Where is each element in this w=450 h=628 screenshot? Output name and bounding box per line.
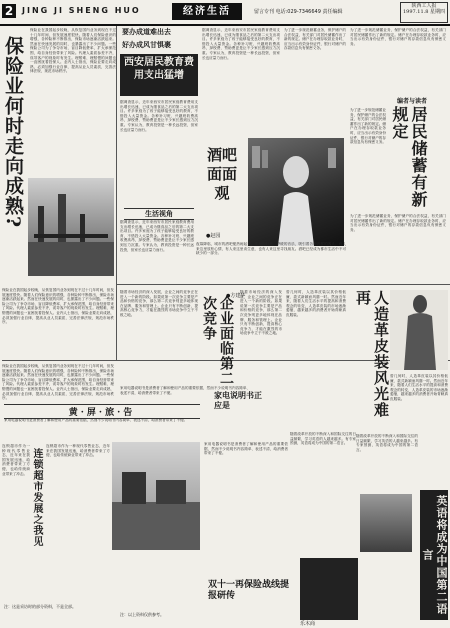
ad-row-text: 家用电器说明书是消费者了解和使用产品的重要依据，然而不少说明书内容简单、表述不清，给消费者带来了不便。 — [4, 418, 188, 422]
bar-photo-drawing — [248, 138, 344, 246]
leather-headline: 人造革皮装风光难再 — [354, 290, 390, 418]
lower-left-text: 保险业在我国起步较晚，从恢复国内业务到现在不过十几年时间，但发展速度很快。随着人们保险意识的增强，各种险种不断推出，保险市场逐渐活跃起来。然而在快速发展的同时，也暴露出了不少问题。一些保险公司为了争夺市场，盲目降低费率，扩大承保范围，给自身经营带来了风险。代理人素质参差不齐，误导客户的现象时有发生。理赔难、理赔慢的问题也一直困扰着投保人。业内人士指出，保险业要走向成熟，必须加强行业自律，提高从业人员素质，完善法律法规，规范市场秩序。 — [2, 364, 114, 401]
xian-headline: 西安居民教育费用支出猛增 — [120, 54, 198, 96]
ad-row-heading: 黄·屏·旅·告 — [4, 404, 200, 419]
insurance-body: 保险业在我国起步较晚，从恢复国内业务到现在不过十几年时间，但发展速度很快。随着人们保险意识的增强，各种险种不断推出，保险市场逐渐活跃起来。然而在快速发展的同时，也暴露出了不少问题。一些保险公司为了争夺市场，盲目降低费率，扩大承保范围，给自身经营带来了风险。代理人素质参差不齐，误导客户的现象时有发生。理赔难、理赔慢的问题也一直困扰着投保人。业内人士指出，保险业要走向成熟，必须加强行业自律，提高从业人员素质，完善法律法规，规范市场秩序。 — [30, 28, 116, 74]
insurance-body-continued: 保险业在我国起步较晚，从恢复国内业务到现在不过十几年时间，但发展速度很快。随着人们保险意识的增强，各种险种不断推出，保险市场逐渐活跃起来。然而在快速发展的同时，也暴露出了不少问题。一些保险公司为了争夺市场，盲目降低费率，扩大承保范围，给自身经营带来了风险。代理人素质参差不齐，误导客户的现象时有发生。理赔难、理赔慢的问题也一直困扰着投保人。业内人士指出，保险业要走向成熟，必须加强行业自律，提高从业人员素质，完善法律法规，规范市场秩序。 — [2, 288, 114, 325]
shopping-headline: 连锁超市发展之我见 — [31, 448, 42, 547]
product-photo — [300, 558, 358, 620]
insurance-headline: 保险业何时走向成熟? — [2, 36, 24, 229]
ad-caption: 乐木商 — [300, 621, 316, 627]
industrial-photo — [28, 178, 114, 276]
industrial-photo-drawing — [28, 178, 114, 276]
right-middle-text: 随着改革开放的不断深入和国际交往的日益频繁，学习英语的人越来越多。有专家预测，英语将成为中国的第二语言。 — [290, 432, 356, 446]
tv-body: 家用电器说明书是消费者了解和使用产品的重要依据，然而不少说明书内容简单、表述不清，给消费者带来了不便。 — [204, 442, 288, 456]
editor-reader-label: 编者与读者 — [396, 98, 427, 105]
fashion-model-photo — [390, 290, 448, 370]
section-label-life: 生活视角 — [124, 208, 194, 220]
caption-right: 注：以上资料仅供参考。 — [120, 612, 164, 617]
enterprise-body: 随着市场经济的深入发展，企业之间的竞争正在进入一个新的阶段。如果说第一次竞争主要是产品和价格的竞争，那么第二次竞争则更多地体现在品牌、服务和管理上。企业只有不断创新，提高核心竞争力，才能在激烈的市场竞争中立于不败之地。 — [240, 290, 282, 336]
leather-body-top: 曾几何时，人造革皮装以其价格低廉、款式新颖而风靡一时。然而近年来，随着人们生活水平的提高和消费观念的转变，人造革皮装的市场逐渐萎缩，越来越多的消费者开始青睐真皮服装。 — [286, 290, 346, 317]
logo-line-1: 陕西工人报 — [411, 3, 437, 9]
bar-body: 夜幕降临，城市的酒吧便热闹起来。柔和的灯光，舒缓的音乐，吸引着各种各样的客人。有人来这里放松心情，有人来这里谈生意，也有人来这里寻找朋友。酒吧已经成为都市生活中不可缺少的一部分。 — [196, 242, 346, 256]
xian-kicker-1: 要办成道难出去 — [122, 27, 171, 36]
residents-body-lower: 为了进一步规范储蓄业务，保护储户的合法权益，有关部门对居民储蓄作出了新的规定。储户在办理存取款业务时，应当出示有效身份证件，银行对储户的存款信息负有保密义务。 — [350, 214, 446, 232]
xian-kicker-2: 好办成风甘惧裹 — [122, 40, 171, 49]
newspaper-logo — [400, 2, 448, 23]
column-top-text-3: 为了进一步规范储蓄业务，保护储户的合法权益，有关部门对居民储蓄作出了新的规定。储户在办理存取款业务时，应当出示有效身份证件，银行对储户的存款信息负有保密义务。 — [350, 28, 446, 46]
residents-body: 为了进一步规范储蓄业务，保护储户的合法权益，有关部门对居民储蓄作出了新的规定。储户在办理存取款业务时，应当出示有效身份证件，银行对储户的存款信息负有保密义务。 — [350, 108, 386, 145]
fashion-model-drawing — [390, 290, 448, 370]
tv-body-top: 家用电器说明书是消费者了解和使用产品的重要依据，然而不少说明书内容简单、表述不清，给消费者带来了不便。 — [120, 386, 250, 395]
market-photo — [112, 442, 200, 550]
market-photo-drawing — [112, 442, 200, 550]
section-title: 经济生活 — [172, 3, 242, 20]
paper-name: JING JI SHENG HUO — [22, 6, 141, 15]
caption-left: 注：这是采访时的部分资料，不是全部。 — [4, 604, 76, 609]
page-number: 2 — [2, 4, 16, 18]
xian-body: 据调查显示，近年来西安市居民家庭教育费用支出增长迅速，已成为继食品之后的第二大支出项目。许多家庭为了孩子能够接受良好的教育，不惜投入大量资金。各种补习班、兴趣班收费高昂，择校费、赞助费更是让不少家长感到压力沉重。专家认为，教育投资是一种长远投资，但家长也应量力而行。 — [120, 100, 198, 132]
logo-line-2: 1997.11.8 星期四 — [402, 9, 446, 15]
bar-photo — [248, 138, 344, 246]
enterprise-headline: 企业面临第二次竞争 — [201, 296, 234, 386]
column-top-text-2: 为了进一步规范储蓄业务，保护储户的合法权益，有关部门对居民储蓄作出了新的规定。储户在办理存取款业务时，应当出示有效身份证件，银行对储户的存款信息负有保密义务。 — [284, 28, 346, 51]
tv-headline: 家电说明书正应是 — [214, 390, 262, 410]
life-body: 据调查显示，近年来西安市居民家庭教育费用支出增长迅速，已成为继食品之后的第二大支出项目。许多家庭为了孩子能够接受良好的教育，不惜投入大量资金。各种补习班、兴趣班收费高昂，择校费、赞助费更是让不少家长感到压力沉重。专家认为，教育投资是一种长远投资，但家长也应量力而行。 — [120, 220, 194, 252]
masthead — [0, 0, 450, 26]
bar-headline: 酒吧面面观 — [206, 146, 237, 202]
residents-headline: 居民储蓄有新规定 — [390, 106, 428, 208]
leather-body: 曾几何时，人造革皮装以其价格低廉、款式新颖而风靡一时。然而近年来，随着人们生活水平的提高和消费观念的转变，人造革皮装的市场逐渐萎缩，越来越多的消费者开始青睐真皮服装。 — [390, 374, 448, 401]
column-top-text: 据调查显示，近年来西安市居民家庭教育费用支出增长迅速，已成为继食品之后的第二大支出项目。许多家庭为了孩子能够接受良好的教育，不惜投入大量资金。各种补习班、兴趣班收费高昂，择校费、赞助费更是让不少家长感到压力沉重。专家认为，教育投资是一种长远投资，但家长也应量力而行。 — [202, 28, 280, 60]
warehouse-photo — [360, 494, 412, 552]
shopping-body: 连锁超市作为一种现代零售业态，近年来在我国发展迅速，给消费者带来了方便，也给传统商业带来了冲击。 — [46, 444, 110, 458]
shopping-body-left: 连锁超市作为一种现代零售业态，近年来在我国发展迅速，给消费者带来了方便，也给传统商业带来了冲击。 — [2, 444, 30, 476]
ad-headline: 双十一再保险战线提报研传 — [208, 580, 290, 601]
british-headline: 英语将成为中国第二语言 — [420, 490, 448, 620]
masthead-meta: 留言专刊 电话:029-7346649 责任编辑 — [254, 9, 343, 15]
enterprise-body-left: 随着市场经济的深入发展，企业之间的竞争正在进入一个新的阶段。如果说第一次竞争主要是产品和价格的竞争，那么第二次竞争则更多地体现在品牌、服务和管理上。企业只有不断创新，提高核心竞争力，才能在激烈的市场竞争中立于不败之地。 — [120, 290, 198, 317]
bar-byline: ●赵园 — [206, 233, 221, 239]
enterprise-byline: ●方建华 — [226, 293, 246, 299]
british-body: 随着改革开放的不断深入和国际交往的日益频繁，学习英语的人越来越多。有专家预测，英语将成为中国的第二语言。 — [356, 434, 418, 452]
